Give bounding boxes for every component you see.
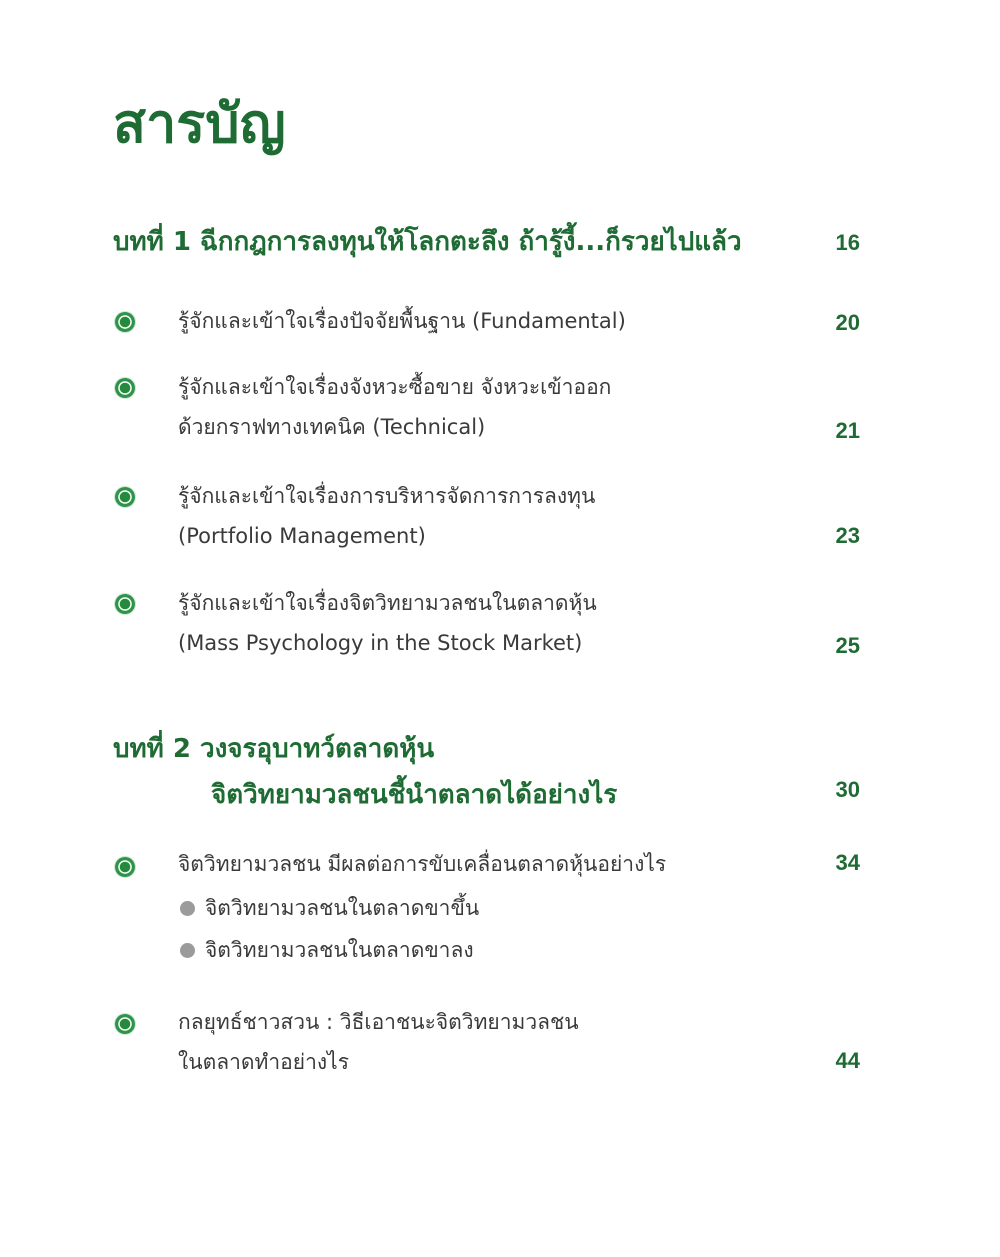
toc-item-line: ในตลาดทำอย่างไร bbox=[178, 1050, 349, 1074]
toc-item-technical[interactable] bbox=[178, 367, 798, 447]
toc-subitem-label: จิตวิทยามวลชนในตลาดขาลง bbox=[205, 938, 474, 962]
circle-bullet-icon bbox=[115, 594, 135, 614]
gray-dot-icon bbox=[180, 943, 195, 958]
chapter-1-page-number: 16 bbox=[835, 230, 860, 255]
toc-subitem-bear-market[interactable] bbox=[180, 930, 474, 970]
chapter-1-title: ฉีกกฎการลงทุนให้โลกตะลึง ถ้ารู้งี้...ก็รวยไปแล้ว bbox=[200, 227, 742, 257]
toc-item-line: รู้จักและเข้าใจเรื่องจังหวะซื้อขาย จังหวะเข้าออก bbox=[178, 375, 612, 399]
toc-item-line: ด้วยกราฟทางเทคนิค (Technical) bbox=[178, 415, 486, 439]
chapter-2-title-line-2: จิตวิทยามวลชนชี้นำตลาดได้อย่างไร bbox=[211, 780, 618, 810]
chapter-1-prefix: บทที่ 1 bbox=[113, 227, 191, 257]
toc-item-line: รู้จักและเข้าใจเรื่องจิตวิทยามวลชนในตลาดหุ้น bbox=[178, 591, 597, 615]
toc-item-fundamental[interactable] bbox=[178, 301, 798, 341]
toc-item-mass-psychology[interactable] bbox=[178, 583, 798, 663]
toc-subitem-label: จิตวิทยามวลชนในตลาดขาขึ้น bbox=[205, 896, 480, 920]
toc-item-portfolio[interactable] bbox=[178, 476, 798, 556]
toc-item-page-number: 25 bbox=[835, 633, 860, 658]
circle-bullet-icon bbox=[115, 312, 135, 332]
toc-item-line: รู้จักและเข้าใจเรื่องการบริหารจัดการการลงทุน bbox=[178, 484, 596, 508]
toc-item-page-number: 21 bbox=[835, 418, 860, 443]
page-title: สารบัญ bbox=[113, 92, 286, 155]
toc-item-page-number: 44 bbox=[835, 1048, 860, 1073]
toc-item-gardener-strategy[interactable] bbox=[178, 1002, 798, 1082]
gray-dot-icon bbox=[180, 901, 195, 916]
toc-subitem-bull-market[interactable] bbox=[180, 888, 479, 928]
toc-item-line: (Mass Psychology in the Stock Market) bbox=[178, 631, 583, 655]
toc-item-page-number: 20 bbox=[835, 310, 860, 335]
toc-item-page-number: 23 bbox=[835, 523, 860, 548]
toc-item-line: กลยุทธ์ชาวสวน : วิธีเอาชนะจิตวิทยามวลชน bbox=[178, 1010, 579, 1034]
chapter-2-heading[interactable] bbox=[113, 726, 617, 818]
circle-bullet-icon bbox=[115, 487, 135, 507]
toc-item-line: จิตวิทยามวลชน มีผลต่อการขับเคลื่อนตลาดหุ้นอย่างไร bbox=[178, 852, 667, 876]
circle-bullet-icon bbox=[115, 1014, 135, 1034]
chapter-2-page-number: 30 bbox=[835, 777, 860, 802]
chapter-2-title-line-1: วงจรอุบาทว์ตลาดหุ้น bbox=[200, 734, 435, 764]
toc-item-line: รู้จักและเข้าใจเรื่องปัจจัยพื้นฐาน (Fundamental) bbox=[178, 309, 626, 333]
chapter-1-heading[interactable] bbox=[113, 219, 742, 265]
toc-item-page-number: 34 bbox=[835, 850, 860, 875]
toc-item-line: (Portfolio Management) bbox=[178, 524, 426, 548]
chapter-2-prefix: บทที่ 2 bbox=[113, 734, 191, 764]
toc-item-market-drive[interactable] bbox=[178, 844, 798, 884]
circle-bullet-icon bbox=[115, 378, 135, 398]
circle-bullet-icon bbox=[115, 857, 135, 877]
